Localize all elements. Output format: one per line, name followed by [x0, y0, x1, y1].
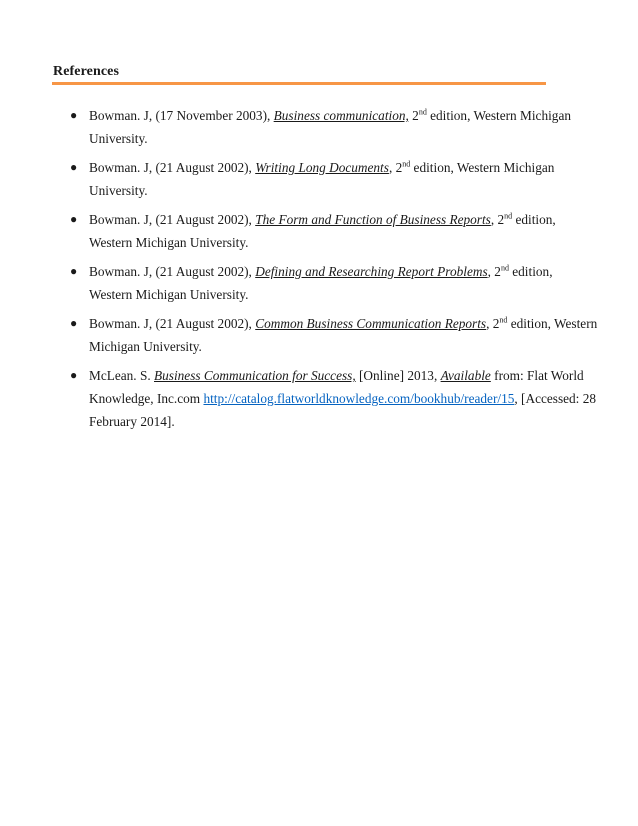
references-list: [0, 104, 638, 439]
reference-publisher: edition, Western Michigan University.: [89, 316, 598, 354]
bullet-icon: ●: [70, 368, 78, 382]
reference-edition: , 2: [487, 264, 501, 279]
bullet-icon: ●: [70, 212, 78, 226]
reference-edition: , 2: [388, 160, 403, 175]
bullet-icon: ●: [70, 108, 78, 122]
reference-publisher: edition, Western Michigan University.: [89, 160, 555, 198]
heading-underline-rule: [52, 82, 546, 85]
reference-item: [0, 208, 638, 254]
bullet-icon: ●: [70, 264, 78, 278]
reference-publisher: edition, Western Michigan University.: [89, 212, 556, 250]
edition-suffix: nd: [504, 211, 513, 221]
reference-author: McLean. S.: [89, 368, 154, 383]
reference-title: Common Business Communication Reports: [255, 316, 487, 331]
reference-title: Business Communication for Success,: [154, 368, 356, 383]
reference-item: [0, 364, 638, 433]
reference-item: [0, 104, 638, 150]
reference-item: [0, 260, 638, 306]
bullet-icon: ●: [70, 160, 78, 174]
reference-url-link[interactable]: http://catalog.flatworldknowledge.com/bookhub/reader/15: [203, 391, 515, 406]
reference-title: The Form and Function of Business Reports: [255, 212, 491, 227]
edition-suffix: nd: [500, 263, 509, 273]
reference-title: Writing Long Documents: [255, 160, 389, 175]
reference-publisher: edition, Western Michigan University.: [89, 264, 553, 302]
reference-author-date: Bowman. J, (21 August 2002),: [89, 160, 256, 175]
reference-edition: , 2: [486, 316, 500, 331]
edition-suffix: nd: [499, 315, 508, 325]
reference-item: [0, 312, 638, 358]
reference-author-date: Bowman. J, (21 August 2002),: [89, 316, 256, 331]
reference-title: Business communication,: [273, 108, 409, 123]
reference-item: [0, 156, 638, 202]
reference-title: Defining and Researching Report Problems: [255, 264, 488, 279]
reference-accessed-date: , [Accessed: 28 February 2014].: [89, 391, 596, 429]
reference-author-date: Bowman. J, (17 November 2003),: [89, 108, 274, 123]
reference-edition: , 2: [490, 212, 505, 227]
available-label: Available: [440, 368, 491, 383]
edition-suffix: nd: [402, 159, 411, 169]
bullet-icon: ●: [70, 316, 78, 330]
edition-suffix: nd: [418, 107, 427, 117]
reference-edition: 2: [408, 108, 419, 123]
references-heading: References: [53, 64, 120, 79]
reference-publisher: edition, Western Michigan University.: [89, 108, 571, 146]
reference-author-date: Bowman. J, (21 August 2002),: [89, 264, 256, 279]
reference-online-year: [Online] 2013,: [355, 368, 441, 383]
reference-publisher: from: Flat World Knowledge, Inc.com: [89, 368, 584, 406]
reference-author-date: Bowman. J, (21 August 2002),: [89, 212, 256, 227]
